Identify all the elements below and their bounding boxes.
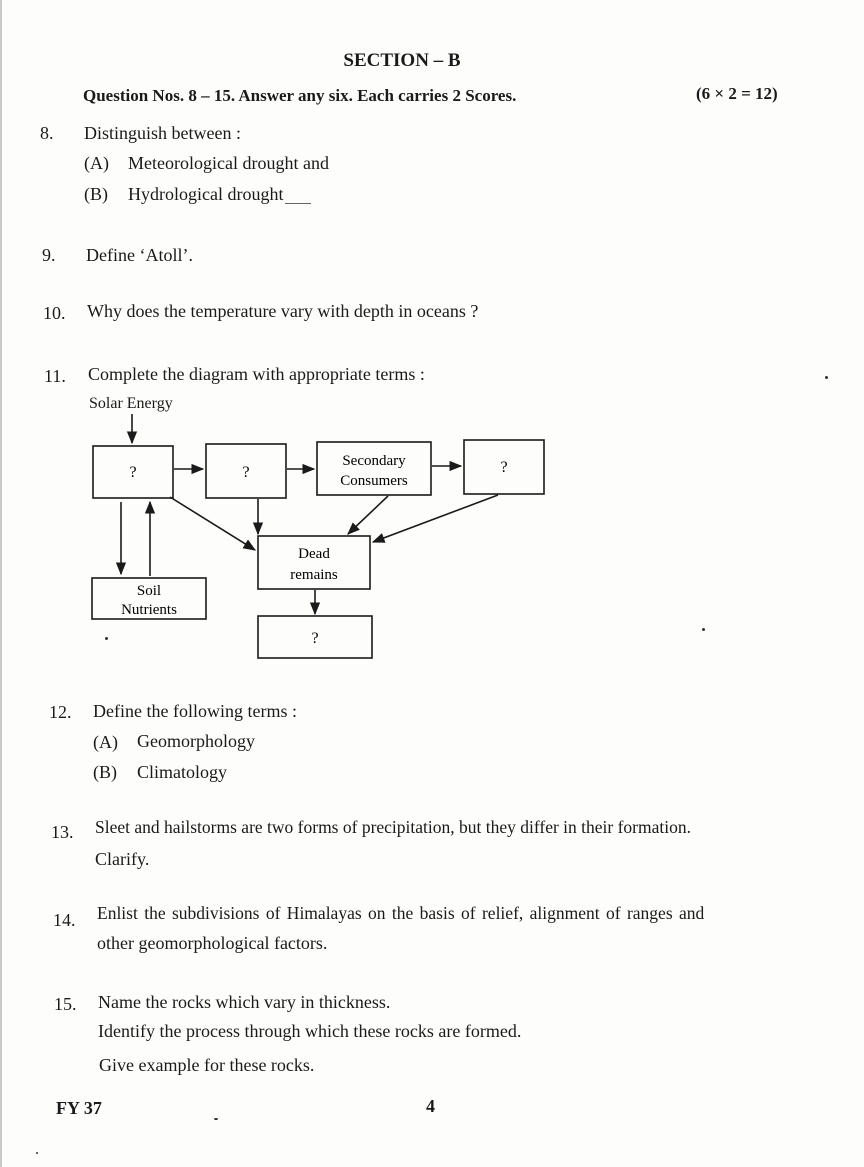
question-11-text: Complete the diagram with appropriate terms : [88,364,425,384]
page-number: 4 [426,1096,435,1116]
question-13-number: 13. [51,822,74,842]
scan-speck [825,376,828,379]
question-15-line1: Name the rocks which vary in thickness. [98,992,391,1012]
question-13-line1: Sleet and hailstorms are two forms of precipitation, but they differ in their formation. [95,817,691,837]
arrow-box4-dead [373,495,498,542]
question-15-number: 15. [54,994,77,1014]
question-14-number: 14. [53,910,76,930]
question-8-option-b-label: (B) [84,184,108,204]
diagram-box-3-line1: Secondary [342,453,406,469]
diagram-dead-line1: Dead [298,546,330,562]
section-marks: (6 × 2 = 12) [696,84,778,103]
section-instructions: Question Nos. 8 – 15. Answer any six. Each carries 2 Scores. [83,86,517,105]
question-9-number: 9. [42,245,56,265]
paper-code: FY 37 [56,1098,102,1118]
question-10-text: Why does the temperature vary with depth in oceans ? [87,301,479,321]
diagram-dead-line2: remains [290,567,338,583]
question-12-option-a-label: (A) [93,732,118,752]
diagram-soil-line1: Soil [136,583,162,599]
scan-speck [36,1152,38,1154]
diagram-box-4-text: ? [500,459,508,476]
question-12-option-b-text: Climatology [137,762,227,782]
question-10-number: 10. [43,303,66,323]
question-9-text: Define ‘Atoll’. [86,245,193,265]
question-12-number: 12. [49,702,72,722]
section-title: SECTION – B [343,50,461,71]
question-8-number: 8. [40,123,54,143]
question-12-option-a-text: Geomorphology [137,731,255,751]
question-14-line1: Enlist the subdivisions of Himalayas on the basis of relief, alignment of ranges and [97,903,705,923]
question-15-line2: Identify the process through which these rocks are formed. [98,1021,522,1041]
diagram-bottom-box-text: ? [311,630,319,647]
diagram-box-1-text: ? [129,464,137,481]
scan-speck [214,1118,218,1120]
question-8-option-a-text: Meteorological drought and [128,153,329,173]
question-8-option-b-text: Hydrological drought [128,184,284,204]
question-8-text: Distinguish between : [84,123,241,143]
question-14-line2: other geomorphological factors. [97,933,328,953]
diagram-box-2-text: ? [242,464,250,481]
diagram-solar-energy-label: Solar Energy [89,395,173,412]
question-11-number: 11. [44,366,66,386]
scan-speck [702,628,705,631]
question-8-option-a-label: (A) [84,153,109,173]
question-13-line2: Clarify. [95,849,150,869]
diagram-box-3-line2: Consumers [340,473,408,489]
arrow-box1-dead [170,497,255,550]
arrow-box3-dead [348,496,388,534]
energy-flow-diagram [2,0,864,700]
question-12-option-b-label: (B) [93,762,117,782]
question-15-line3: Give example for these rocks. [99,1055,315,1075]
scan-speck [105,637,108,640]
diagram-soil-line2: Nutrients [121,602,177,618]
question-12-text: Define the following terms : [93,701,297,721]
